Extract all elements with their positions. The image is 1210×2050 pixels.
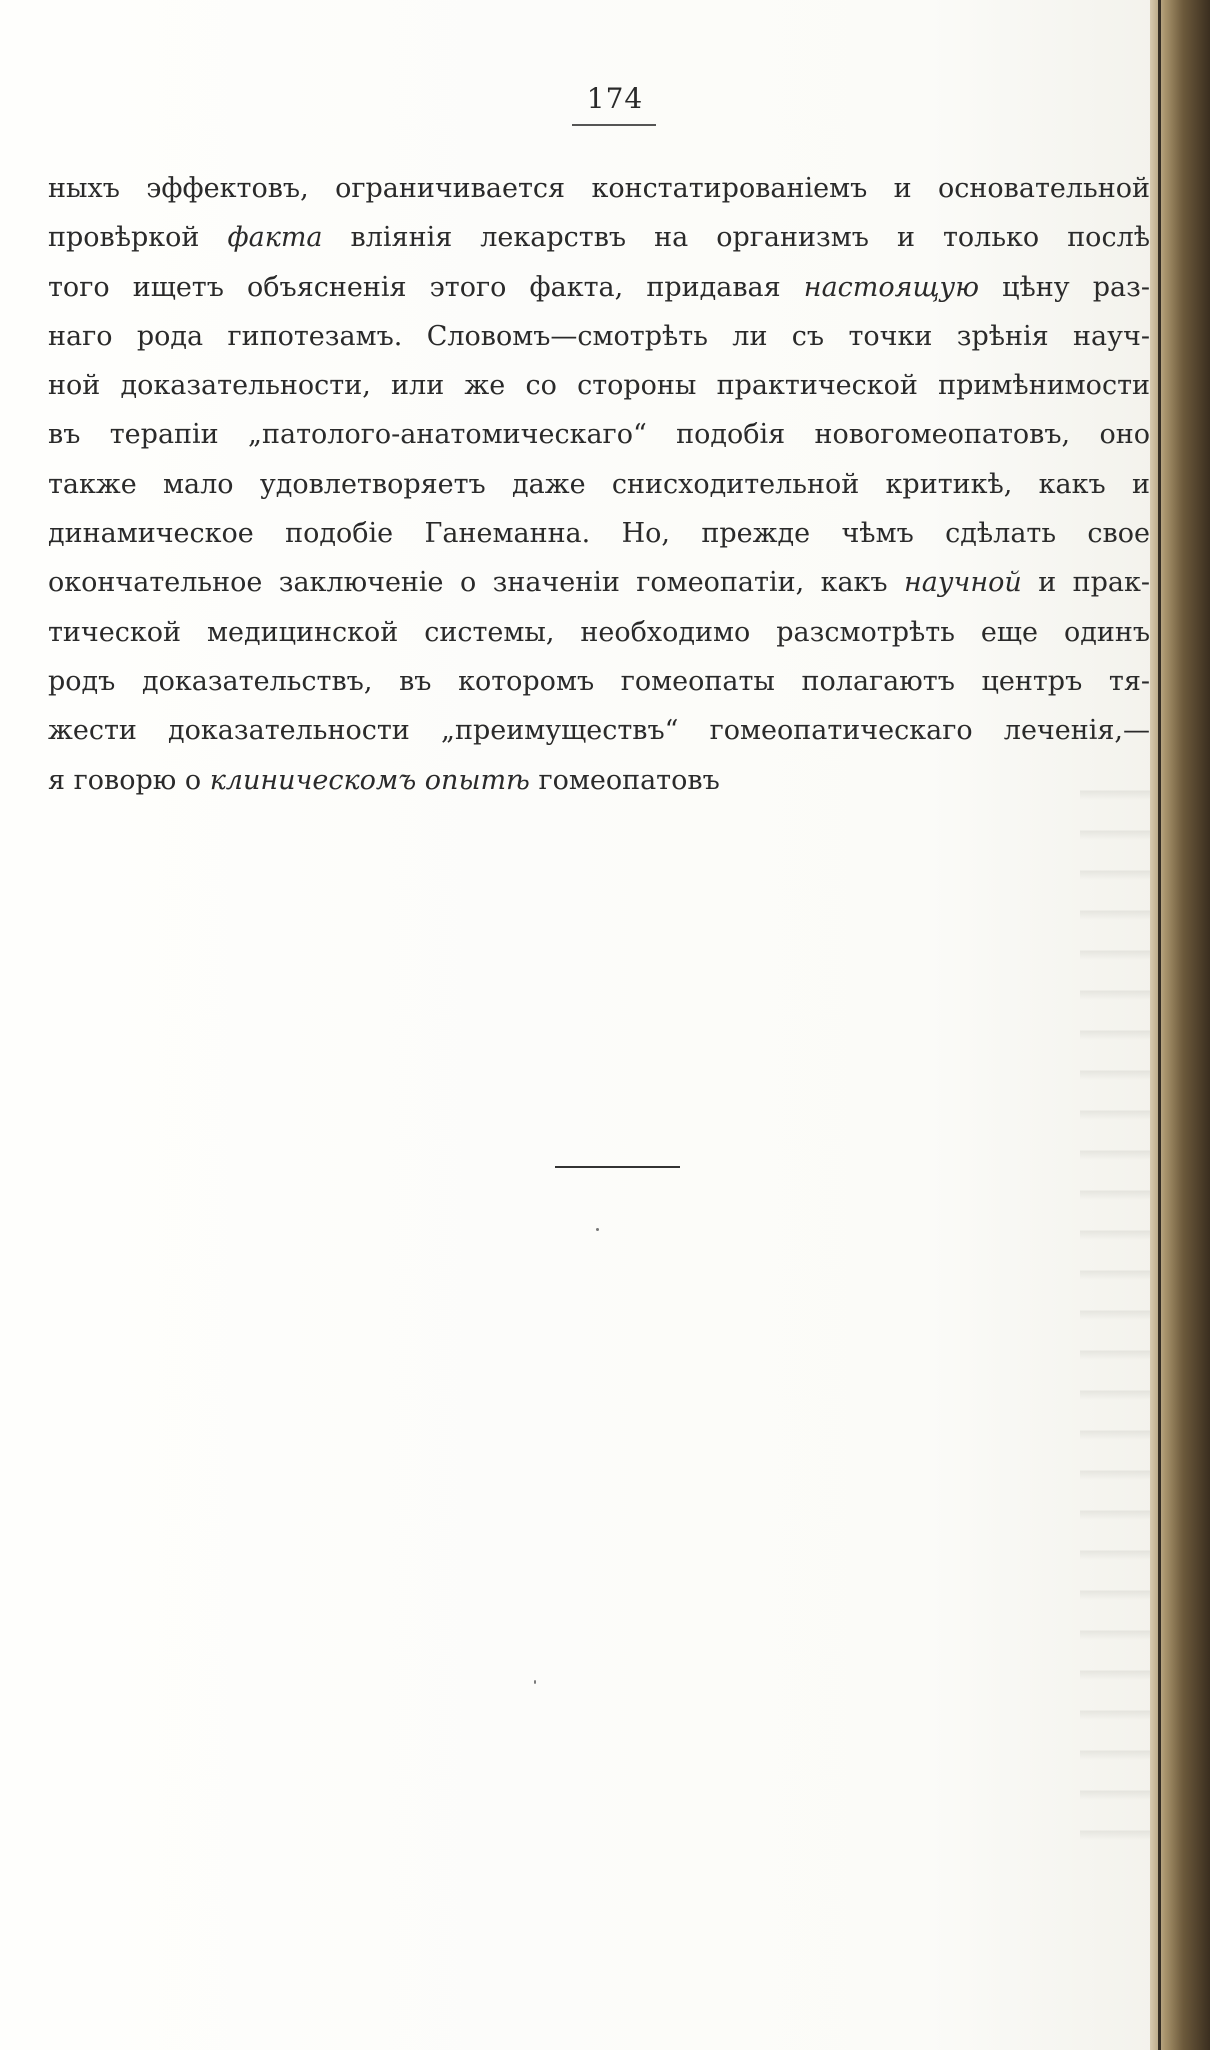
text-run: того ищетъ объясненія этого факта, придавая [48, 271, 804, 303]
text-run: ной доказательности, или же со стороны практической примѣнимости [48, 370, 1150, 402]
body-text [48, 164, 1150, 805]
page-number: 174 [586, 82, 644, 115]
text-run: наго рода гипотезамъ. Словомъ—смотрѣть ли съ точки зрѣнія науч- [48, 320, 1150, 352]
paper-speck [596, 1228, 599, 1231]
text-run: я говорю о [48, 764, 210, 796]
text-run: динамическое подобіе Ганеманна. Но, прежде чѣмъ сдѣлать свое [48, 518, 1150, 550]
text-run: въ терапіи „патолого-анатомическаго“ подобія новогомеопатовъ, оно [48, 419, 1150, 451]
show-through-shadow [1080, 760, 1150, 1860]
text-line [48, 756, 1150, 805]
text-line [48, 608, 1150, 657]
italic-text: факта [227, 222, 323, 254]
paper-speck [534, 1680, 536, 1684]
text-line [48, 263, 1150, 312]
text-run: и прак- [1021, 567, 1150, 599]
section-end-rule [555, 1166, 680, 1168]
text-line [48, 558, 1150, 607]
text-run: цѣну раз- [979, 271, 1150, 303]
text-run: гомеопатовъ [529, 764, 720, 796]
text-line [48, 657, 1150, 706]
text-line [48, 312, 1150, 361]
text-run: жести доказательности „преимуществъ“ гомеопатическаго леченія,— [48, 715, 1150, 747]
page-edge [1158, 0, 1161, 2050]
text-run: окончательное заключеніе о значеніи гомеопатіи, какъ [48, 567, 905, 599]
text-line [48, 706, 1150, 755]
page-number-underline [572, 124, 656, 126]
text-line [48, 164, 1150, 213]
text-line [48, 361, 1150, 410]
text-run: провѣркой [48, 222, 228, 254]
text-line [48, 213, 1150, 262]
text-run: тической медицинской системы, необходимо разсмотрѣть еще одинъ [48, 616, 1150, 648]
text-line [48, 460, 1150, 509]
italic-text: клиническомъ опытѣ [209, 764, 530, 796]
italic-text: настоящую [803, 271, 979, 303]
text-run: родъ доказательствъ, въ которомъ гомеопаты полагаютъ центръ тя- [48, 665, 1150, 697]
text-line [48, 410, 1150, 459]
text-run: также мало удовлетворяетъ даже снисходительной критикѣ, какъ и [48, 468, 1150, 500]
text-run: вліянія лекарствъ на организмъ и только послѣ [322, 222, 1150, 254]
text-run: ныхъ эффектовъ, ограничивается констатированіемъ и основательной [48, 173, 1150, 204]
italic-text: научной [904, 567, 1022, 599]
text-line [48, 509, 1150, 558]
